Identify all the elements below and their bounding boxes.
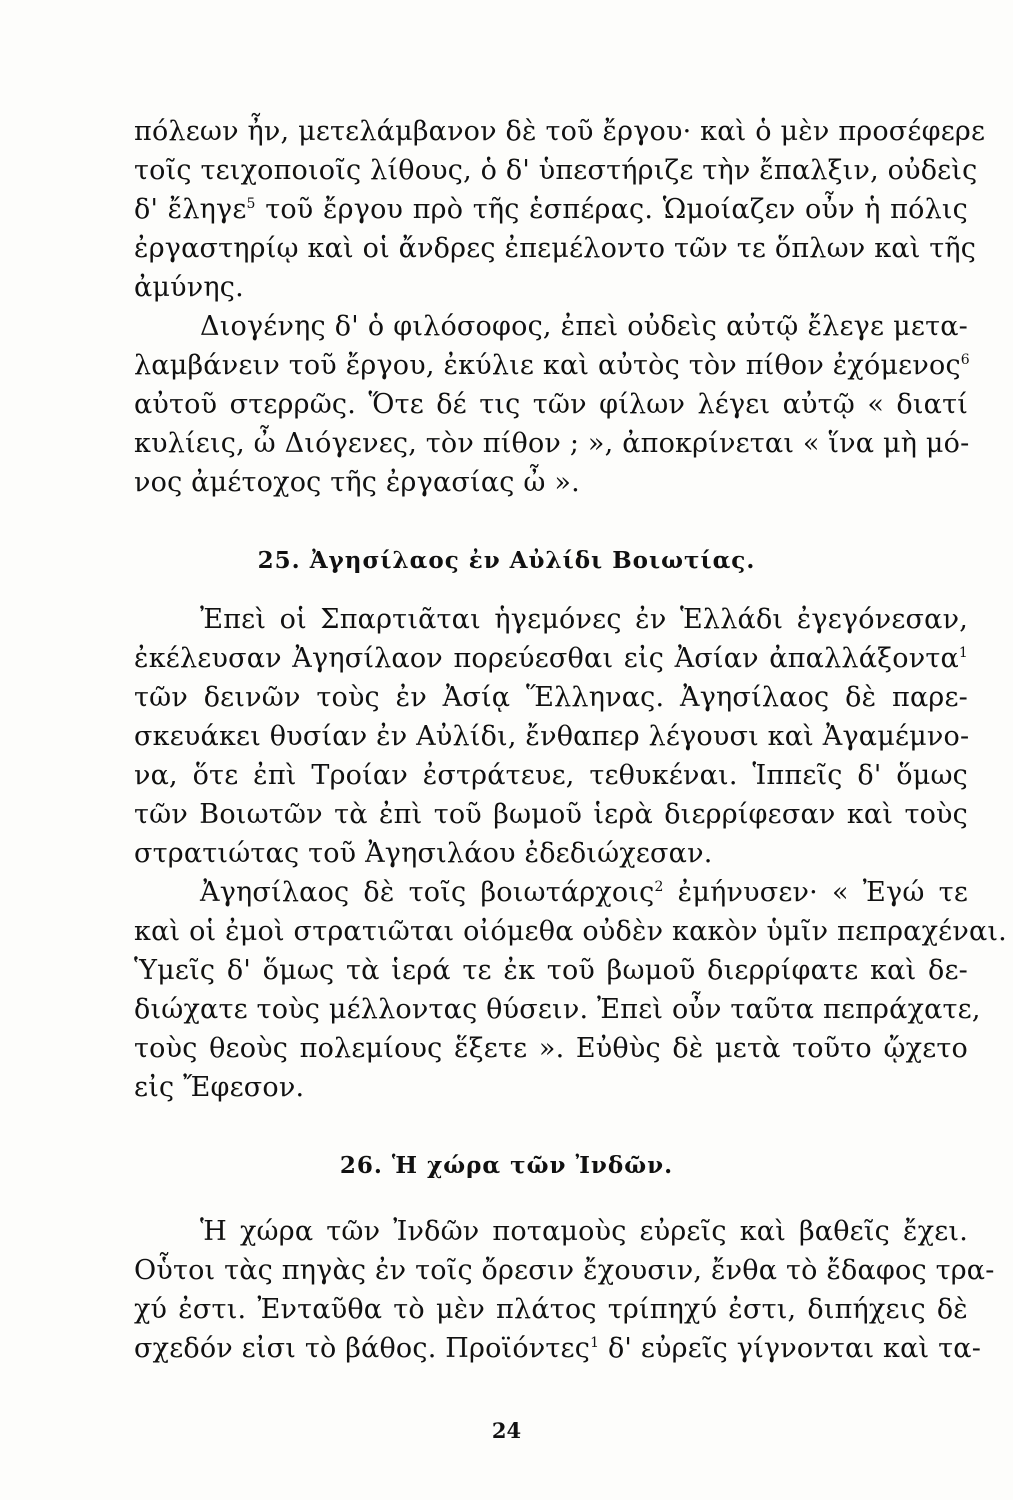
text-line: Ἡ χώρα τῶν Ἰνδῶν ποταμοὺς εὐρεῖς καὶ βαθεῖς ἔχει. <box>200 1216 968 1247</box>
text-line: αὐτοῦ στερρῶς. Ὅτε δέ τις τῶν φίλων λέγει αὐτῷ « διατί <box>134 389 968 420</box>
text-line: Ἀγησίλαος δὲ τοῖς βοιωτάρχοις$^2$ ἐμήνυσεν· « Ἐγώ τε <box>200 877 969 908</box>
footnote-marker: 2 <box>654 879 664 895</box>
page-number: 24 <box>491 1418 522 1443</box>
text-line: καὶ οἱ ἐμοὶ στρατιῶται οἰόμεθα οὐδὲν κακὸν ὑμῖν πεπραχέναι. <box>134 916 1007 947</box>
text-line: τοὺς θεοὺς πολεμίους ἕξετε ». Εὐθὺς δὲ μετὰ τοῦτο ᾤχετο <box>134 1033 968 1064</box>
text-line: σχεδόν εἰσι τὸ βάθος. Προϊόντες$^1$ δ' εὐρεῖς γίγνονται καὶ τα- <box>134 1333 982 1364</box>
body-text-25 <box>134 600 1007 1107</box>
text-line: Ὑμεῖς δ' ὅμως τὰ ἱερά τε ἐκ τοῦ βωμοῦ διερρίφατε καὶ δε- <box>134 955 968 986</box>
text-line: εἰς Ἔφεσον. <box>134 1072 305 1103</box>
text-line: τῶν δεινῶν τοὺς ἐν Ἀσίᾳ Ἕλληνας. Ἀγησίλαος δὲ παρε- <box>134 682 968 713</box>
text-line: τῶν Βοιωτῶν τὰ ἐπὶ τοῦ βωμοῦ ἱερὰ διερρίφεσαν καὶ τοὺς <box>134 799 968 830</box>
footnote-marker: 6 <box>960 352 970 368</box>
text-line: διώχατε τοὺς μέλλοντας θύσειν. Ἐπεὶ οὖν ταῦτα πεπράχατε, <box>134 994 981 1025</box>
text-line: πόλεων ἦν, μετελάμβανον δὲ τοῦ ἔργου· καὶ ὁ μὲν προσέφερε <box>134 116 986 147</box>
text-line: ἀμύνης. <box>134 272 244 303</box>
section-heading-26: 26. Ἡ χώρα τῶν Ἰνδῶν. <box>339 1152 674 1179</box>
text-line: Οὗτοι τὰς πηγὰς ἐν τοῖς ὄρεσιν ἔχουσιν, ἔνθα τὸ ἔδαφος τρα- <box>134 1255 995 1286</box>
text-line: ἐργαστηρίῳ καὶ οἱ ἄνδρες ἐπεμέλοντο τῶν τε ὅπλων καὶ τῆς <box>134 233 977 264</box>
text-line: χύ ἐστι. Ἐνταῦθα τὸ μὲν πλάτος τρίπηχύ ἐστι, διπήχεις δὲ <box>134 1294 968 1325</box>
text-line: ἐκέλευσαν Ἀγησίλαον πορεύεσθαι εἰς Ἀσίαν ἀπαλλάξοντα$^1$ <box>134 643 968 674</box>
footnote-marker: 1 <box>590 1335 600 1351</box>
section-heading-25: 25. Ἀγησίλαος ἐν Αὐλίδι Βοιωτίας. <box>257 547 756 574</box>
body-text-26 <box>134 1212 995 1368</box>
text-line: να, ὅτε ἐπὶ Τροίαν ἐστράτευε, τεθυκέναι. Ἱππεῖς δ' ὅμως <box>134 760 968 791</box>
text-line: Διογένης δ' ὁ φιλόσοφος, ἐπεὶ οὐδεὶς αὐτῷ ἔλεγε μετα- <box>200 311 968 342</box>
footnote-marker: 1 <box>958 645 968 661</box>
text-line: στρατιώτας τοῦ Ἀγησιλάου ἐδεδιώχεσαν. <box>134 838 713 869</box>
text-line: νος ἀμέτοχος τῆς ἐργασίας ὦ ». <box>134 467 580 498</box>
footnote-marker: 5 <box>246 196 256 212</box>
text-line: σκευάκει θυσίαν ἐν Αὐλίδι, ἔνθαπερ λέγουσι καὶ Ἀγαμέμνο- <box>134 721 970 752</box>
text-line: τοῖς τειχοποιοῖς λίθους, ὁ δ' ὑπεστήριζε τὴν ἔπαλξιν, οὐδεὶς <box>134 155 978 186</box>
text-line: Ἐπεὶ οἱ Σπαρτιᾶται ἡγεμόνες ἐν Ἑλλάδι ἐγεγόνεσαν, <box>200 604 968 635</box>
text-line: λαμβάνειν τοῦ ἔργου, ἐκύλιε καὶ αὐτὸς τὸν πίθον ἐχόμενος$^6$ <box>134 350 970 381</box>
text-line: κυλίεις, ὦ Διόγενες, τὸν πίθον ; », ἀποκρίνεται « ἵνα μὴ μό- <box>134 428 970 459</box>
body-text-top <box>134 112 986 502</box>
text-line: δ' ἔληγε$^5$ τοῦ ἔργου πρὸ τῆς ἑσπέρας. Ὡμοίαζεν οὖν ἡ πόλις <box>134 194 969 225</box>
